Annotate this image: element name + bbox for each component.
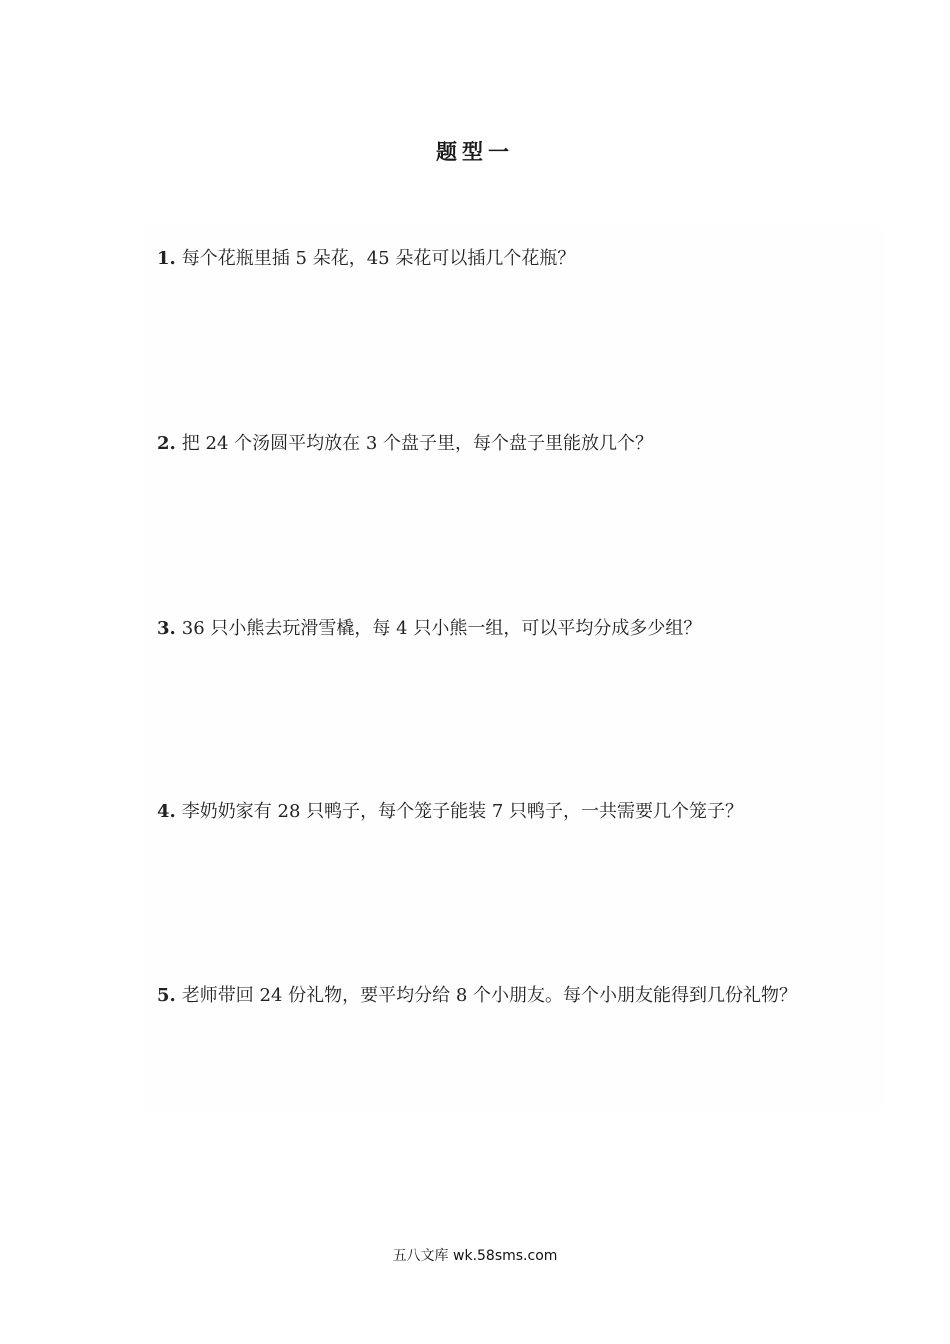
question-number: 2. (157, 433, 176, 454)
footer-watermark: 五八文库 wk.58sms.com (392, 1248, 558, 1264)
question-4 (157, 800, 743, 824)
question-number: 3. (157, 618, 176, 639)
question-2 (157, 432, 653, 456)
question-number: 5. (157, 985, 176, 1006)
question-number: 4. (157, 801, 176, 822)
question-number: 1. (157, 248, 176, 269)
answer-area (143, 228, 885, 1108)
question-3 (157, 617, 701, 641)
question-text: 36 只小熊去玩滑雪橇，每 4 只小熊一组，可以平均分成多少组？ (181, 618, 702, 639)
question-text: 老师带回 24 份礼物，要平均分给 8 个小朋友。每个小朋友能得到几份礼物？ (181, 985, 798, 1006)
question-1 (157, 247, 575, 271)
question-5 (157, 984, 797, 1008)
question-text: 把 24 个汤圆平均放在 3 个盘子里，每个盘子里能放几个？ (181, 433, 654, 454)
question-text: 每个花瓶里插 5 朵花，45 朵花可以插几个花瓶？ (181, 248, 576, 269)
page-title: 题型一 (436, 140, 514, 164)
question-text: 李奶奶家有 28 只鸭子，每个笼子能装 7 只鸭子，一共需要几个笼子？ (181, 801, 744, 822)
